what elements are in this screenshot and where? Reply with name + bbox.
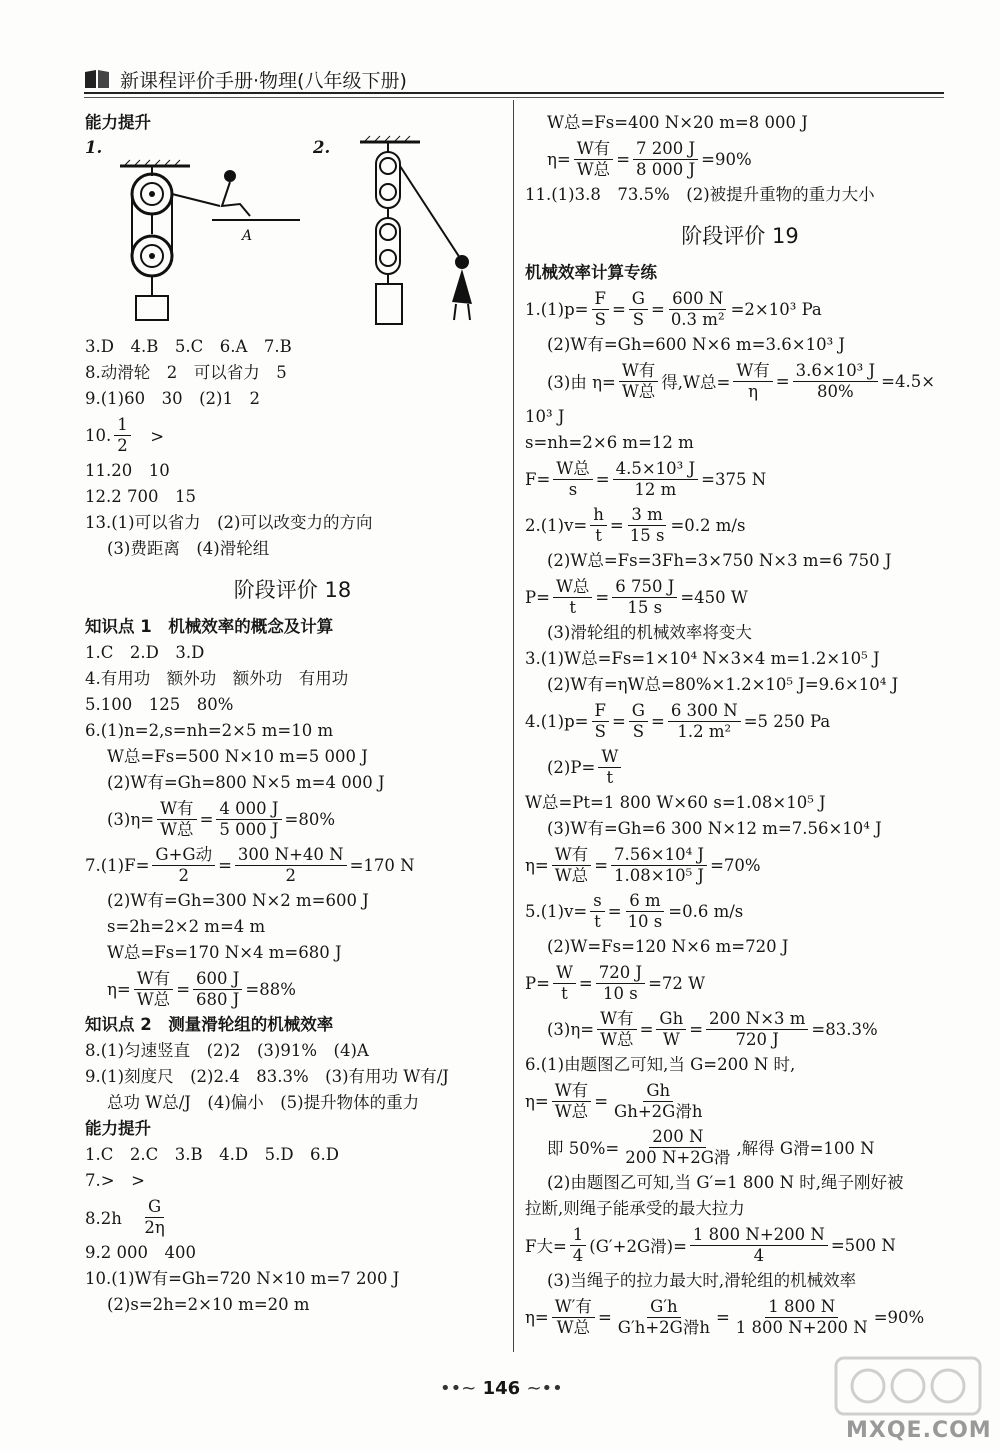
formula-r6-3: 即 50%= $\frac{200 N}{\text{200 N+2G滑}}$ ,解得 G滑=100 N — [547, 1126, 875, 1167]
answer-line: (3)当绳子的拉力最大时,滑轮组的机械效率 — [547, 1271, 857, 1290]
answer-line: 6.(1)由题图乙可知,当 G=200 N 时, — [525, 1055, 796, 1074]
column-divider — [513, 100, 514, 1352]
answer-line: 1.C 2.C 3.B 4.D 5.D 6.D — [85, 1145, 340, 1164]
answer-line: (2)由题图乙可知,当 G′=1 800 N 时,绳子刚好被 — [547, 1173, 904, 1192]
answer-line: 1.C 2.D 3.D — [85, 643, 205, 662]
answer-line: 拉断,则绳子能承受的最大拉力 — [525, 1199, 745, 1218]
special-practice-heading: 机械效率计算专练 — [525, 263, 657, 282]
section-heading: 能力提升 — [85, 113, 151, 132]
formula-r4-1: 4.(1)p= $\frac{F}{S}$ = $\frac{G}{S}$ = $\frac{6 300 N}{\text{1.2 m²}}$ =5 250 Pa — [525, 700, 831, 741]
watermark-text: MXQE.COM — [846, 1418, 992, 1443]
answer-line: 13.(1)可以省力 (2)可以改变力的方向 — [85, 513, 373, 532]
answer-line: s=nh=2×6 m=12 m — [525, 433, 694, 452]
answer-line: 11.(1)3.8 73.5% (2)被提升重物的重力大小 — [525, 185, 875, 204]
section-heading: 能力提升 — [85, 1119, 151, 1138]
answer-line: 9.(1)刻度尺 (2)2.4 83.3% (3)有用功 W有/J — [85, 1067, 449, 1086]
answer-line: 5.100 125 80% — [85, 695, 234, 714]
answer-line: 9.(1)60 30 (2)1 2 — [85, 389, 260, 408]
answer-line: (2)s=2h=2×10 m=20 m — [107, 1295, 310, 1314]
answer-line: 3.(1)W总=Fs=1×10⁴ N×3×4 m=1.2×10⁵ J — [525, 649, 880, 668]
point-a-label: A — [242, 228, 253, 244]
answer-line: (2)W有=Gh=800 N×5 m=4 000 J — [107, 773, 385, 792]
header-rule — [84, 92, 944, 94]
section-title-18: 阶段评价 18 — [233, 578, 352, 602]
ornament-left: ••~ — [440, 1378, 477, 1399]
formula-r1-1: 1.(1)p= $\frac{F}{S}$ = $\frac{G}{S}$ = $\frac{600 N}{\text{0.3 m²}}$ =2×10³ Pa — [525, 288, 822, 329]
answer-line: 8.(1)匀速竖直 (2)2 (3)91% (4)A — [85, 1041, 369, 1060]
fraction: $\frac{1}{2}$ — [114, 415, 131, 456]
answer-line: 9.2 000 400 — [85, 1243, 196, 1262]
pulley-diagram-2 — [340, 122, 490, 332]
section-title-19: 阶段评价 19 — [681, 224, 799, 248]
answer-line: 4.有用功 额外功 额外功 有用功 — [85, 669, 349, 688]
formula-r5-3: P= $\frac{W}{t}$ = $\frac{720 J}{10 s}$ =72 W — [525, 962, 706, 1003]
answer-line: 总功 W总/J (4)偏小 (5)提升物体的重力 — [107, 1093, 420, 1112]
formula-top-eta: η= $\frac{\text{W有}}{\text{W总}}$ = $\frac{7 200 J}{8 000 J}$ =90% — [547, 138, 752, 179]
answer-line: 12.2 700 15 — [85, 487, 196, 506]
page-header — [84, 64, 944, 94]
answer-line: 6.(1)n=2,s=nh=2×5 m=10 m — [85, 721, 334, 740]
answer-line: (3)W有=Gh=6 300 N×12 m=7.56×10⁴ J — [547, 819, 882, 838]
answer-line: W总=Fs=400 N×20 m=8 000 J — [547, 113, 808, 132]
answer-line: (3)滑轮组的机械效率将变大 — [547, 623, 752, 642]
answer-line: (2)W有=ηW总=80%×1.2×10⁵ J=9.6×10⁴ J — [547, 675, 899, 694]
left-column — [85, 110, 500, 1318]
formula-7-1: 7.(1)F= $\frac{\text{G+G动}}{2}$ = $\frac{300 N+40 N}{2}$ =170 N — [85, 844, 415, 885]
formula-7-eta: η= $\frac{\text{W有}}{\text{W总}}$ = $\frac{600 J}{680 J}$ =88% — [107, 968, 296, 1009]
formula-6-3: (3)η= $\frac{\text{W有}}{\text{W总}}$ = $\frac{4 000 J}{5 000 J}$ =80% — [107, 798, 335, 839]
answer-line: 3.D 4.B 5.C 6.A 7.B — [85, 337, 292, 356]
header-rule-thin — [84, 97, 944, 98]
answer-line: (2)W有=Gh=300 N×2 m=600 J — [107, 891, 369, 910]
formula-r6-6: F大= $\frac{1}{4}$ (G′+2G滑)= $\frac{1 800 N+200 N}{4}$ =500 N — [525, 1224, 896, 1265]
answer-line: (2)W=Fs=120 N×6 m=720 J — [547, 937, 789, 956]
answer-line: W总=Fs=500 N×10 m=5 000 J — [107, 747, 368, 766]
answer-line: (3)费距离 (4)滑轮组 — [107, 539, 270, 558]
answer-line: 8.动滑轮 2 可以省力 5 — [85, 363, 287, 382]
figure-label: 1. — [85, 138, 103, 157]
formula-r6-2: η= $\frac{\text{W有}}{\text{W总}}$ = $\frac{Gh}{\text{Gh+2G滑h}}$ — [525, 1080, 703, 1121]
formula-r4-2: (2)P= $\frac{W}{t}$ — [525, 744, 955, 790]
figure-label: 2. — [313, 138, 331, 157]
answer-line: (2)W总=Fs=3Fh=3×750 N×3 m=6 750 J — [547, 551, 892, 570]
formula-8: 8.2h $\frac{G}{2\eta}$ — [85, 1196, 165, 1237]
pulley-figures — [85, 136, 500, 334]
ornament-right: ~•• — [526, 1378, 563, 1399]
answer-line: 10³ J — [525, 407, 565, 426]
formula-r6-8: η= $\frac{\text{W′有}}{\text{W总}}$ = $\frac{G'h}{\text{G′h+2G滑h}}$ = $\frac{1 800 N}{1 800 N+200 N}$ =90% — [525, 1296, 925, 1337]
formula-r4-5: η= $\frac{\text{W有}}{\text{W总}}$ = $\frac{\text{7.56×10⁴ J}}{\text{1.08×10⁵ J}}$ =70% — [525, 844, 761, 885]
answer-10: 10. $\frac{1}{2}$ > — [85, 414, 165, 455]
answer-line: W总=Pt=1 800 W×60 s=1.08×10⁵ J — [525, 793, 826, 812]
knowledge-point-1: 知识点 1 机械效率的概念及计算 — [85, 617, 334, 636]
formula-r1-5: F= $\frac{\text{W总}}{s}$ = $\frac{\text{4.5×10³ J}}{12 m}$ =375 N — [525, 458, 767, 499]
knowledge-point-2: 知识点 2 测量滑轮组的机械效率 — [85, 1015, 334, 1034]
formula-r1-3: (3)由 η= $\frac{\text{W有}}{\text{W总}}$ 得,W总= $\frac{\text{W有}}{\eta}$ = $\frac{\text{3.6×10³ J}}{80\%}$ =4.5× — [547, 360, 936, 401]
header-title: 新课程评价手册·物理(八年级下册) — [120, 70, 407, 92]
formula-r2-1: 2.(1)v= $\frac{h}{t}$ = $\frac{3 m}{15 s}$ =0.2 m/s — [525, 504, 746, 545]
answer-line: (2)W有=Gh=600 N×6 m=3.6×10³ J — [547, 335, 846, 354]
pulley-diagram-1 — [110, 136, 310, 336]
answer-line: 10.(1)W有=Gh=720 N×10 m=7 200 J — [85, 1269, 400, 1288]
answer-line: 7.> > — [85, 1171, 145, 1190]
right-column — [525, 110, 955, 1340]
page-number: ••~ 146 ~•• — [440, 1378, 563, 1399]
answer-line: 11.20 10 — [85, 461, 170, 480]
formula-r2-3: P= $\frac{\text{W总}}{t}$ = $\frac{6 750 J}{15 s}$ =450 W — [525, 576, 748, 617]
formula-r5-1: 5.(1)v= $\frac{s}{t}$ = $\frac{6 m}{10 s}$ =0.6 m/s — [525, 890, 744, 931]
formula-r5-4: (3)η= $\frac{\text{W有}}{\text{W总}}$ = $\frac{Gh}{W}$ = $\frac{200 N\times 3 m}{720 J}$ =83.3% — [547, 1008, 878, 1049]
answer-line: W总=Fs=170 N×4 m=680 J — [107, 943, 342, 962]
answer-line: s=2h=2×2 m=4 m — [107, 917, 266, 936]
book-icon — [84, 68, 110, 90]
